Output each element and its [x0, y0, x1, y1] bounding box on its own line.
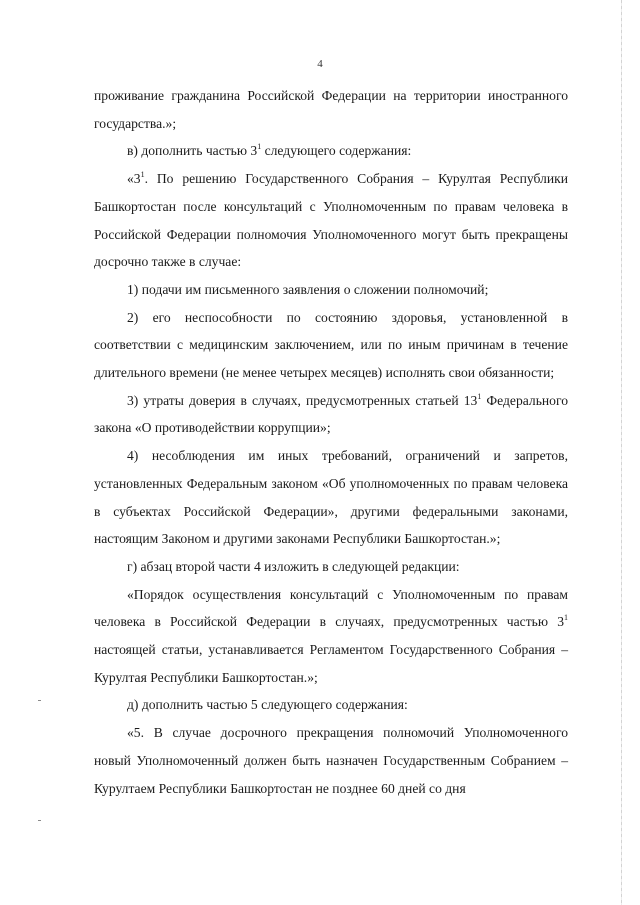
paragraph-part-3-1: «$3^1$. По решению Государственного Собрания – Курултая Республики Башкортостан после консультаций с Уполномоченным по правам человека в Российской Федерации полномочия Уполномоченного могут быть прекращены досрочно также в случае: [94, 170, 568, 270]
paragraph-item-g: г) абзац второй части 4 изложить в следующей редакции: [127, 558, 460, 574]
paragraph-clause-4: 4) несоблюдения им иных требований, ограничений и запретов, установленных Федеральным законом «Об уполномоченных по правам человека в субъектах Российской Федерации», другими федеральными законами, настоящим Законом и другими законами Республики Башкортостан.»; [94, 448, 568, 547]
paragraph-clause-3: 3) утраты доверия в случаях, предусмотренных статьей $13^1$ Федерального закона «О противодействии коррупции»; [94, 391, 568, 436]
document-body [94, 82, 568, 802]
paragraph-item-d: д) дополнить частью 5 следующего содержания: [127, 697, 408, 713]
scan-artifact-mark [38, 820, 41, 821]
scan-artifact-mark [38, 700, 41, 701]
paragraph-clause-2: 2) его неспособности по состоянию здоровья, установленной в соответствии с медицинским заключением, или по иным причинам в течение длительного времени (не менее четырех месяцев) исполнять свои обязанности; [94, 309, 568, 381]
paragraph-procedure: «Порядок осуществления консультаций с Уполномоченным по правам человека в Российской Федерации в случаях, предусмотренных частью $3^1$ настоящей статьи, устанавливается Регламентом Государственного Собрания – Курултая Республики Башкортостан.»; [94, 586, 568, 685]
paragraph-item-v: в) дополнить частью $3^1$ следующего содержания: [127, 142, 412, 159]
paragraph-continuation: проживание гражданина Российской Федерации на территории иностранного государства.»; [94, 88, 568, 131]
paragraph-clause-1: 1) подачи им письменного заявления о сложении полномочий; [127, 281, 489, 297]
scan-edge-line [621, 0, 622, 905]
page-number: 4 [317, 58, 323, 70]
paragraph-part-5: «5. В случае досрочного прекращения полномочий Уполномоченного новый Уполномоченный должен быть назначен Государственным Собранием – Курултаем Республики Башкортостан не позднее 60 дней со дня [94, 725, 568, 796]
